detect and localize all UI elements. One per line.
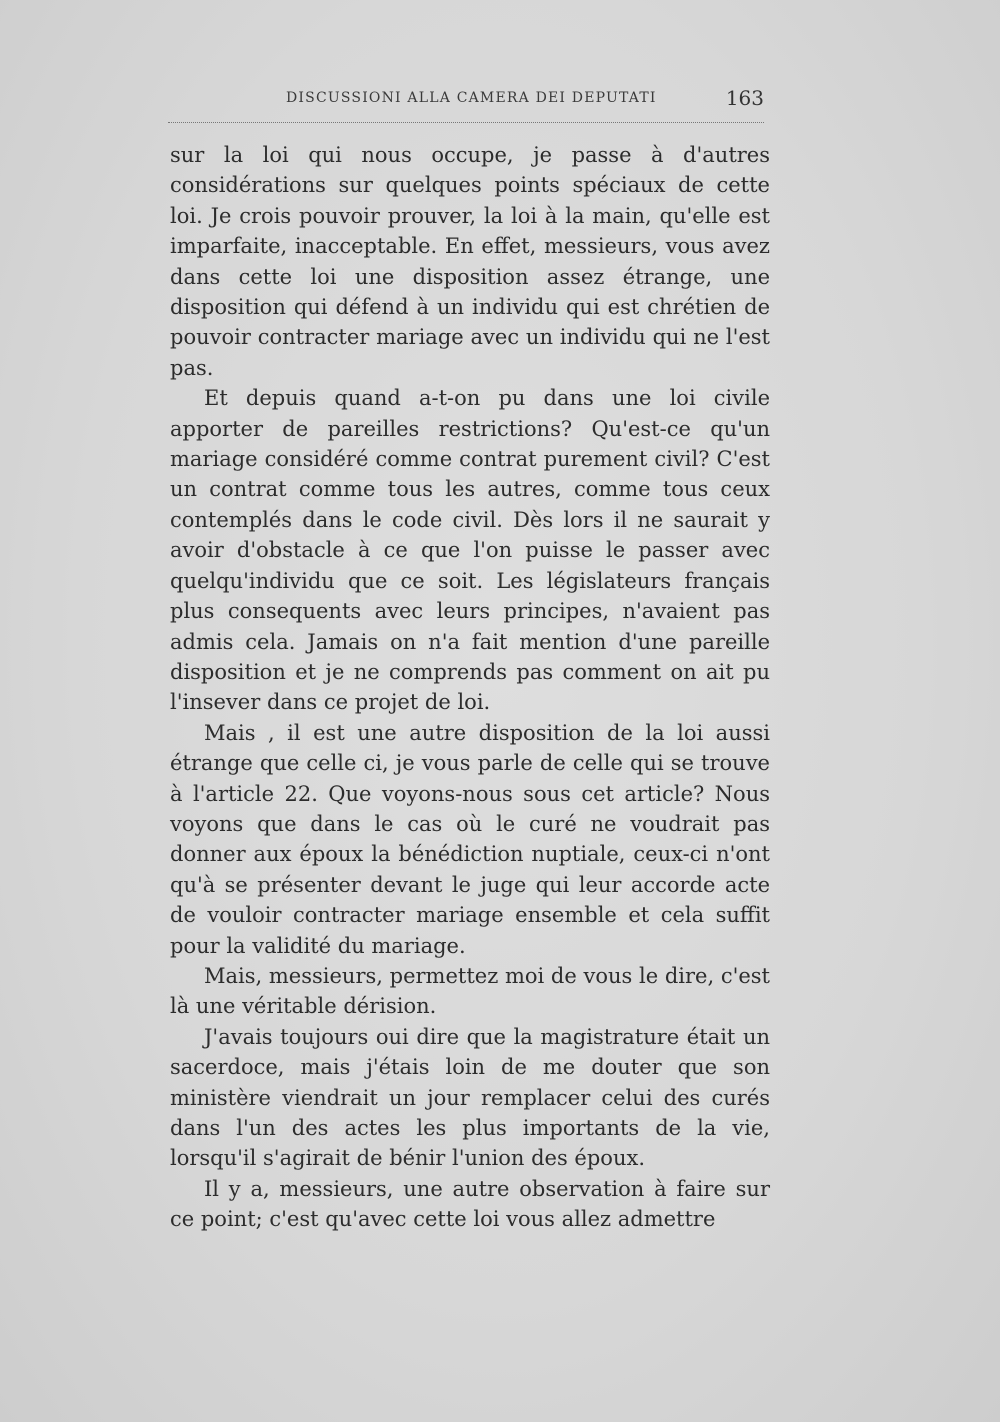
paragraph: Mais, messieurs, permettez moi de vous le dire, c'est là une véritable dérision.: [170, 963, 770, 1019]
body-text: [170, 140, 770, 1235]
page-number: 163: [725, 86, 764, 110]
header-rule: [168, 122, 764, 123]
paragraph: Il y a, messieurs, une autre observation à faire sur ce point; c'est qu'avec cette loi vous allez admettre: [170, 1176, 770, 1232]
paragraph: Mais , il est une autre disposition de la loi aussi étrange que celle ci, je vous parle de celle qui se trouve à l'article 22. Que voyons-nous sous cet article? Nous voyons que dans le cas où le curé ne voudrait pas donner aux époux la bénédiction nuptiale, ceux-ci n'ont qu'à se présenter devant le juge qui leur accorde acte de vouloir contracter mariage ensemble et cela suffit pour la validité du mariage.: [170, 720, 770, 958]
running-head: [168, 86, 764, 120]
paragraph: J'avais toujours oui dire que la magistrature était un sacerdoce, mais j'étais loin de me douter que son ministère viendrait un jour remplacer celui des curés dans l'un des actes les plus importants de la vie, lorsqu'il s'agirait de bénir l'union des époux.: [170, 1024, 770, 1171]
running-title: DISCUSSIONI ALLA CAMERA DEI DEPUTATI: [286, 90, 657, 106]
paragraph-continuation: sur la loi qui nous occupe, je passe à d'autres considérations sur quelques points spéciaux de cette loi. Je crois pouvoir prouver, la loi à la main, qu'elle est imparfaite, inacceptable. En effet, messieurs, vous avez dans cette loi une disposition assez étrange, une disposition qui défend à un individu qui est chrétien de pouvoir contracter mariage avec un individu qui ne l'est pas.: [170, 143, 770, 380]
paragraph: Et depuis quand a-t-on pu dans une loi civile apporter de pareilles restrictions? Qu'est-ce qu'un mariage considéré comme contrat purement civil? C'est un contrat comme tous les autres, comme tous ceux contemplés dans le code civil. Dès lors il ne saurait y avoir d'obstacle à ce que l'on puisse le passer avec quelqu'individu que ce soit. Les législateurs français plus consequents avec leurs principes, n'avaient pas admis cela. Jamais on n'a fait mention d'une pareille disposition et je ne comprends pas comment on ait pu l'insever dans ce projet de loi.: [170, 386, 770, 715]
